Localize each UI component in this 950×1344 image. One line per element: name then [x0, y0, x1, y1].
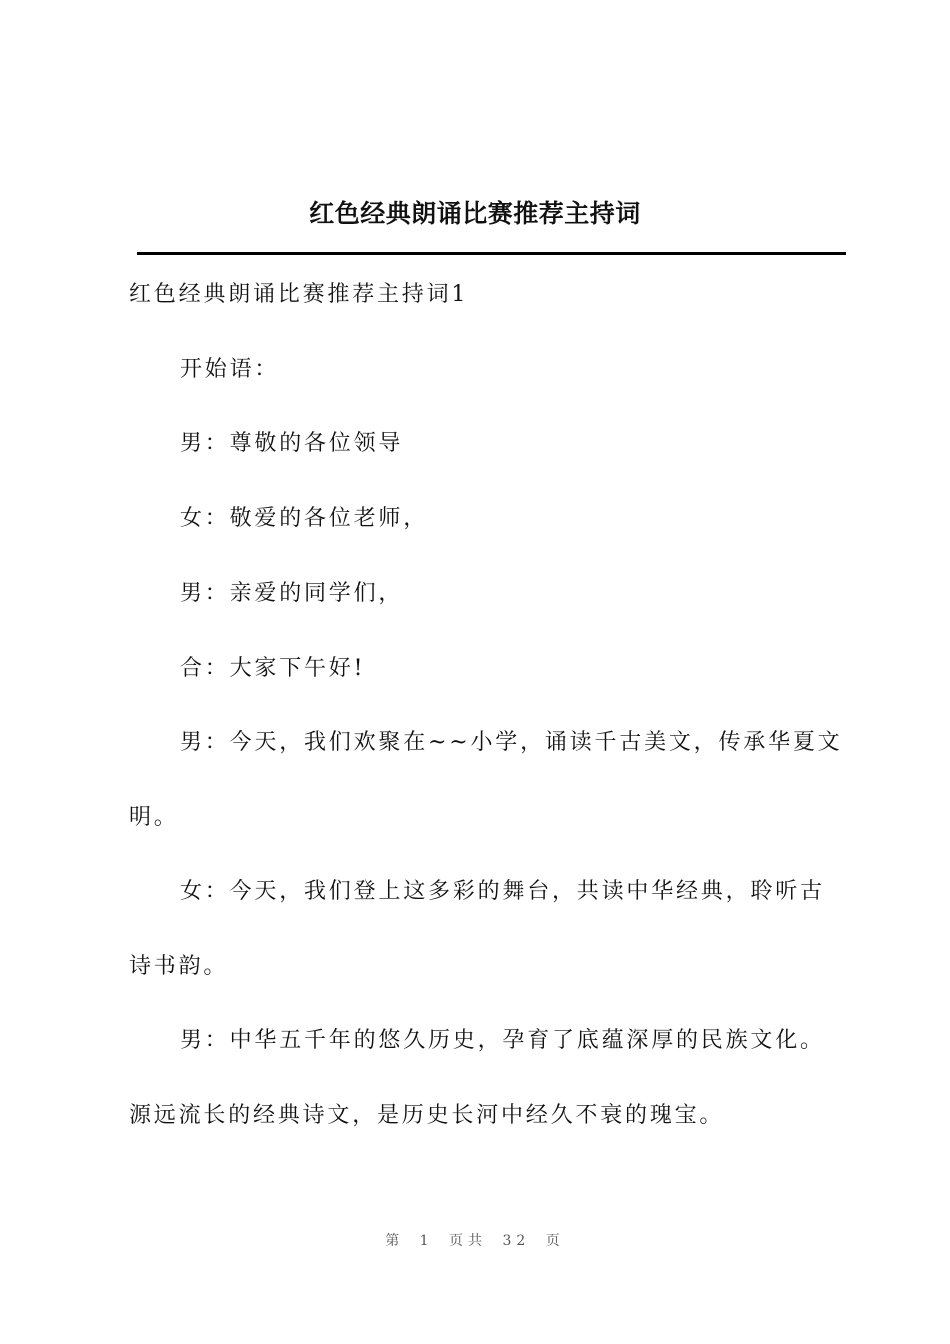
paragraph-line: 男：尊敬的各位领导	[180, 431, 404, 456]
page-number-footer: 第 1 页共 32 页	[385, 1233, 565, 1249]
paragraph-line: 明。	[129, 805, 179, 830]
paragraph-line: 女：敬爱的各位老师，	[180, 506, 429, 531]
paragraph-line: 诗书韵。	[129, 954, 229, 979]
paragraph-line: 开始语：	[180, 357, 280, 382]
paragraph-line: 男：亲爱的同学们，	[180, 581, 404, 606]
paragraph-line: 合：大家下午好!	[180, 656, 366, 681]
paragraph-line: 源远流长的经典诗文，是历史长河中经久不衰的瑰宝。	[129, 1103, 725, 1128]
section-heading: 红色经典朗诵比赛推荐主持词1	[129, 282, 469, 307]
paragraph-line: 男：今天，我们欢聚在~~小学，诵读千古美文，传承华夏文	[180, 730, 843, 755]
paragraph-line: 男：中华五千年的悠久历史，孕育了底蕴深厚的民族文化。	[180, 1028, 825, 1053]
document-title: 红色经典朗诵比赛推荐主持词	[309, 199, 641, 228]
paragraph-line: 女：今天，我们登上这多彩的舞台，共读中华经典，聆听古	[180, 879, 825, 904]
title-divider	[137, 252, 846, 255]
